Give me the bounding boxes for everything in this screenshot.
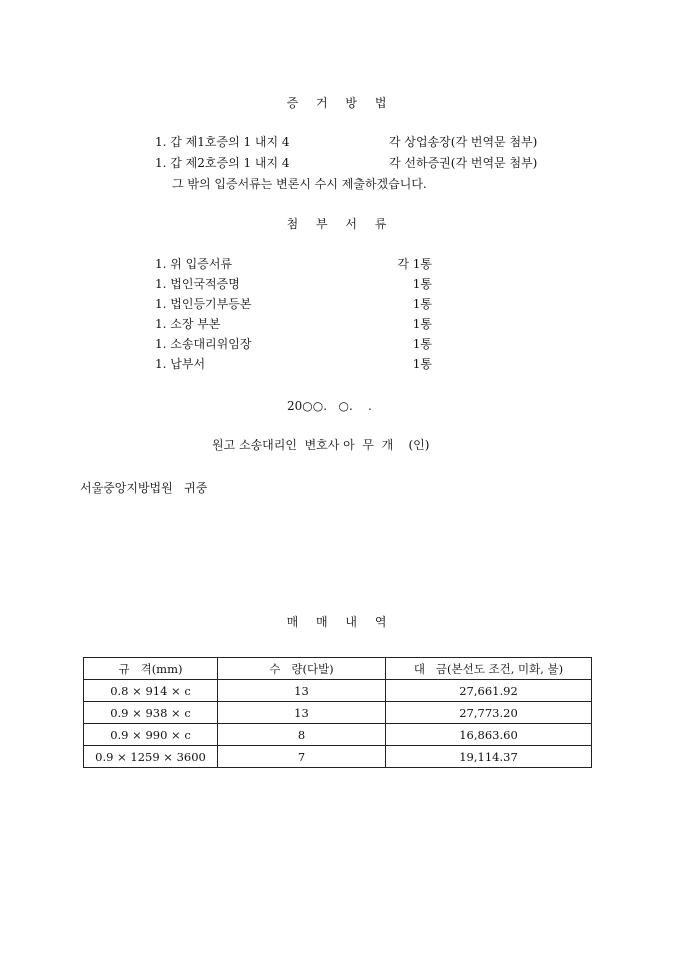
- signature-line: 원고 소송대리인 변호사 아 무 개 (인): [212, 438, 430, 452]
- evidence-item-1-label: 1. 갑 제1호증의 1 내지 4: [155, 135, 290, 149]
- cell-amount: 27,661.92: [386, 680, 592, 702]
- cell-amount: 27,773.20: [386, 702, 592, 724]
- attachment-item-count: 1통: [412, 357, 432, 371]
- attachment-item-count: 1통: [412, 277, 432, 291]
- attachment-item-label: 1. 법인등기부등본: [155, 297, 252, 311]
- attachment-item-label: 1. 소장 부본: [155, 317, 221, 331]
- cell-amount: 16,863.60: [386, 724, 592, 746]
- trade-table-header: [84, 658, 592, 680]
- attachment-item-count: 1통: [412, 317, 432, 331]
- court-addressee: 서울중앙지방법원 귀중: [80, 481, 208, 495]
- evidence-additional: 그 밖의 입증서류는 변론시 수시 제출하겠습니다.: [172, 177, 427, 191]
- attachment-item-label: 1. 법인국적증명: [155, 277, 240, 291]
- cell-quantity: 7: [218, 746, 386, 768]
- evidence-title: 증 거 방 법: [286, 96, 394, 110]
- trade-title: 매 매 내 역: [286, 615, 394, 629]
- cell-spec: 0.9 × 990 × c: [84, 724, 218, 746]
- attachment-item-label: 1. 위 입증서류: [155, 257, 233, 271]
- trade-table: [83, 657, 592, 768]
- cell-quantity: 13: [218, 702, 386, 724]
- table-row: [84, 724, 592, 746]
- table-row: [84, 680, 592, 702]
- evidence-item-1-note: 각 상업송장(각 번역문 첨부): [389, 135, 538, 149]
- header-amount: 대 금(본선도 조건, 미화, 불): [386, 658, 592, 680]
- evidence-item-2-label: 1. 갑 제2호증의 1 내지 4: [155, 156, 290, 170]
- table-row: [84, 746, 592, 768]
- attachment-item-label: 1. 소송대리위임장: [155, 337, 252, 351]
- table-row: [84, 702, 592, 724]
- cell-quantity: 13: [218, 680, 386, 702]
- attachment-item-count: 1통: [412, 297, 432, 311]
- evidence-item-2-note: 각 선하증권(각 번역문 첨부): [389, 156, 538, 170]
- cell-spec: 0.8 × 914 × c: [84, 680, 218, 702]
- attachment-item-count: 1통: [412, 337, 432, 351]
- header-spec: 규 격(mm): [84, 658, 218, 680]
- cell-amount: 19,114.37: [386, 746, 592, 768]
- cell-spec: 0.9 × 938 × c: [84, 702, 218, 724]
- header-quantity: 수 량(다발): [218, 658, 386, 680]
- attachment-item-label: 1. 납부서: [155, 357, 206, 371]
- cell-spec: 0.9 × 1259 × 3600: [84, 746, 218, 768]
- document-date: 20○○. ○. .: [287, 399, 372, 413]
- attachment-item-count: 각 1통: [397, 257, 432, 271]
- attachments-title: 첨 부 서 류: [286, 217, 394, 231]
- cell-quantity: 8: [218, 724, 386, 746]
